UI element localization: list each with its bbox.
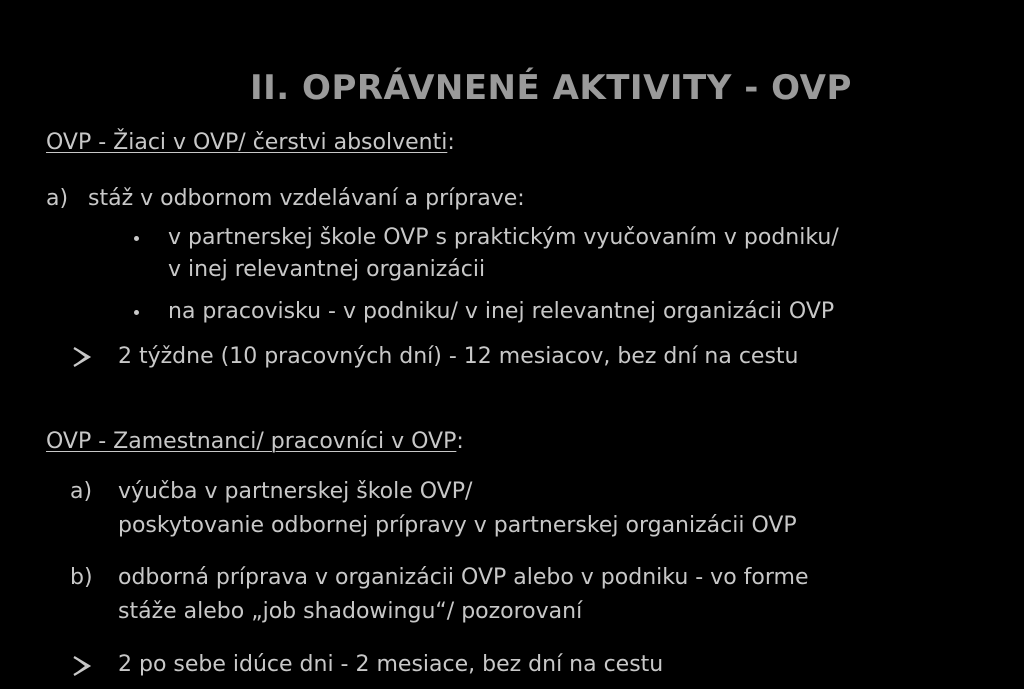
section2-item-a-marker: a) xyxy=(70,479,93,504)
section1-arrow-text: 2 týždne (10 pracovných dní) - 12 mesiacov, bez dní na cestu xyxy=(118,344,799,369)
section1-item-a-marker: a) xyxy=(46,186,69,211)
bullet-dot-icon xyxy=(134,236,139,241)
arrowhead-bullet-icon xyxy=(72,346,92,368)
arrowhead-bullet-icon xyxy=(72,655,92,677)
section1-bullet-1-line1: v partnerskej škole OVP s praktickým vyučovaním v podniku/ xyxy=(168,225,839,250)
section1-heading-colon: : xyxy=(447,130,455,155)
section1-item-a-text: stáž v odbornom vzdelávaní a príprave: xyxy=(88,186,525,211)
section1-bullet-2-line1: na pracovisku - v podniku/ v inej relevantnej organizácii OVP xyxy=(168,299,835,324)
section2-item-b-marker: b) xyxy=(70,565,93,590)
section2-heading-colon: : xyxy=(456,429,464,454)
section1-heading: OVP - Žiaci v OVP/ čerstvi absolventi xyxy=(46,130,448,155)
section2-heading: OVP - Zamestnanci/ pracovníci v OVP xyxy=(46,429,457,454)
section1-bullet-1-line2: v inej relevantnej organizácii xyxy=(168,257,486,282)
section2-item-b-line2: stáže alebo „job shadowingu“/ pozorovaní xyxy=(118,599,583,624)
section1-heading-line xyxy=(46,128,455,158)
section2-item-a-line1: výučba v partnerskej škole OVP/ xyxy=(118,479,473,504)
section2-item-a-line2: poskytovanie odbornej prípravy v partnerskej organizácii OVP xyxy=(118,513,797,538)
section2-arrow-text: 2 po sebe idúce dni - 2 mesiace, bez dní na cestu xyxy=(118,652,664,677)
bullet-dot-icon xyxy=(134,310,139,315)
section2-heading-line xyxy=(46,427,464,457)
section2-item-b-line1: odborná príprava v organizácii OVP alebo v podniku - vo forme xyxy=(118,565,809,590)
slide-title: II. OPRÁVNENÉ AKTIVITY - OVP xyxy=(250,68,852,108)
